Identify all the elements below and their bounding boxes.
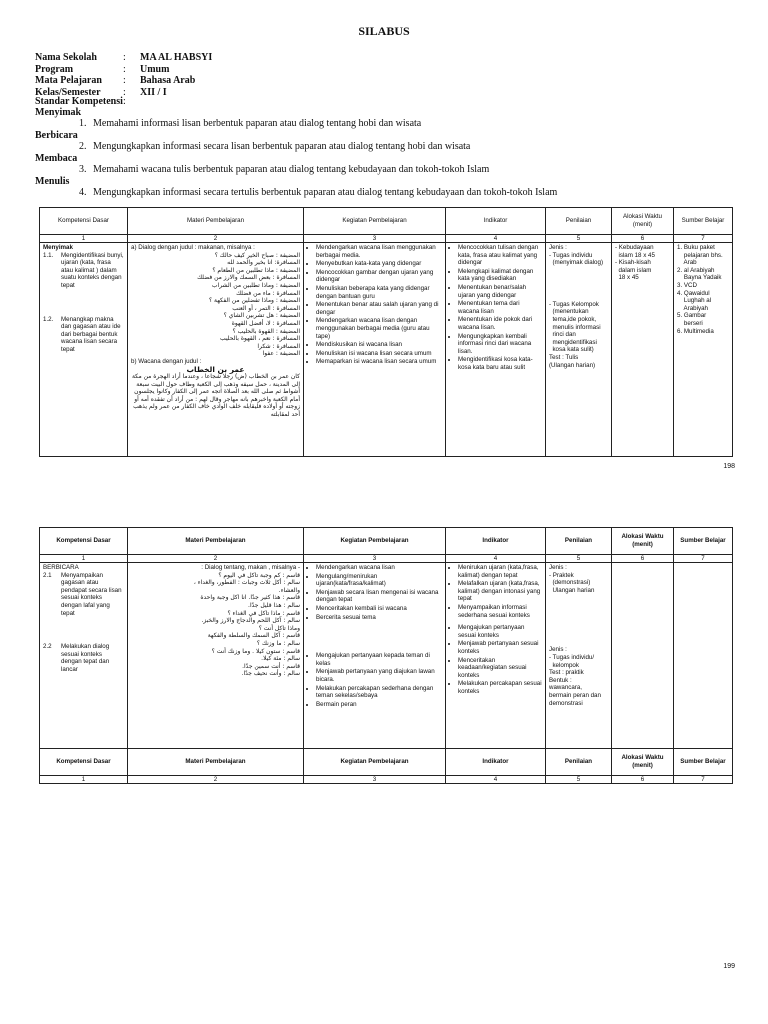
- kegiatan-item: • Bermain peran: [316, 701, 442, 709]
- kegiatan-item: • Menjawab pertanyaan yang diajukan lawan bicara.: [316, 668, 442, 683]
- column-header: Materi Pembelajaran: [128, 528, 304, 555]
- dialog-line: قاسم : ماذا تاكل في الغداء ؟: [227, 609, 300, 617]
- materi-dialog: [131, 572, 300, 678]
- column-header: Penilaian: [546, 208, 612, 235]
- kd-item: 2.1 Menyampaikan gagasan atau pendapat secara lisan sesuai konteks dengan lafal yang tepat: [43, 571, 122, 617]
- kegiatan-item: • Menuliskan isi wacana lisan secara umum: [316, 350, 442, 358]
- dialog-line: سالم : ما وزنك ؟: [256, 639, 300, 647]
- indikator-item: • Mengungkapkan kembali informasi rinci dari wacana lisan.: [458, 333, 542, 356]
- kegiatan-item: • Mendengarkan wacana lisan menggunakan berbagai media.: [316, 244, 442, 259]
- indikator-item: • Menentukan ide pokok dari wacana lisan.: [458, 316, 542, 331]
- skill-label-membaca: Membaca: [35, 153, 78, 164]
- column-header: Sumber Belajar: [674, 208, 733, 235]
- sumber-line: Arab: [677, 259, 697, 267]
- indikator-item: • Menentukan tema dari wacana lisan: [458, 300, 542, 315]
- dialog-line: قاسم : ستون كيلا . وما وزنك أنت ؟: [211, 647, 300, 655]
- sumber-line: pelajaran bhs.: [677, 251, 723, 259]
- indikator-item: • Melengkapi kalimat dengan kata yang disediakan: [458, 268, 542, 283]
- kegiatan-item: • Menceritakan kembali isi wacana: [316, 605, 442, 613]
- indikator-item: • Mengidentifikasi kosa kata-kosa kata baru atau sulit: [458, 356, 542, 371]
- column-header: Materi Pembelajaran: [128, 208, 304, 235]
- sumber-line: 4. Qawaidul: [677, 289, 710, 297]
- standard-item-3: 3. Memahami wacana tulis berbentuk paparan atau dialog tentang kebudayaan dan tokoh-tokoh Islam: [79, 164, 490, 175]
- sumber-line: 2. al Arabiyah: [677, 266, 715, 274]
- column-number: 4: [446, 776, 546, 784]
- column-number: 4: [446, 555, 546, 563]
- column-header: Kompetensi Dasar: [40, 528, 128, 555]
- dialog-line: المسافرة : شكرا: [257, 342, 300, 350]
- standard-item-4: 4. Mengungkapkan informasi secara tertulis berbentuk paparan atau dialog tentang kebudayaan dan tokoh-tokoh Islam: [79, 187, 558, 198]
- column-number: 6: [612, 555, 674, 563]
- sumber-line: berseri: [677, 319, 703, 327]
- table-header-row-repeat: [40, 749, 733, 776]
- header-row-standar: Standar Kompetensi :: [35, 96, 126, 107]
- indikator-list: [449, 624, 542, 695]
- indikator-cell: [446, 563, 546, 749]
- column-header: Kegiatan Pembelajaran: [304, 528, 446, 555]
- column-number: 5: [546, 555, 612, 563]
- table-content-row: [40, 563, 733, 749]
- column-number: 5: [546, 776, 612, 784]
- materi-a-dialog: [131, 252, 300, 358]
- sumber-cell: [674, 243, 733, 457]
- column-header: Kompetensi Dasar: [40, 208, 128, 235]
- dialog-line: قاسم : هذا كثير جدًا. انا اكل وجبة واحدة: [200, 594, 300, 602]
- kegiatan-cell: [304, 243, 446, 457]
- materi-b-heading: عمر بن الخطاب: [186, 364, 245, 374]
- materi-title: - Dialog tentang, makan , misalnya :: [201, 564, 300, 571]
- dialog-line: قاسم : أنت سمين جدًا.: [242, 662, 300, 670]
- indikator-item: • Melafalkan ujaran (kata,frasa, kalimat) dengan intonasi yang tepat: [458, 580, 542, 603]
- dialog-line: والعشاء.: [278, 586, 300, 594]
- kegiatan-item: • Mendengarkan wacana lisan: [316, 564, 442, 572]
- dialog-line: المضيفة : عفوا: [262, 350, 300, 358]
- indikator-item: • Menirukan ujaran (kata,frasa, kalimat) dengan tepat: [458, 564, 542, 579]
- dialog-line: المضيفة : صباح الخير كيف حالك ؟: [214, 251, 300, 259]
- column-header: Indikator: [446, 749, 546, 776]
- dialog-line: المسافرة : لا، أفضل القهوة: [231, 319, 300, 327]
- kegiatan-item: • Menuliskan beberapa kata yang didengar dengan bantuan guru: [316, 285, 442, 300]
- dialog-line: سالم : أكل ثلاث وجبات : الفطور، والغداء ،: [193, 579, 300, 587]
- dialog-line: وماذا تاكل أنت ؟: [258, 624, 300, 632]
- kegiatan-item: • Mendengarkan wacana lisan dengan menggunakan berbagai media (guru atau tape): [316, 317, 442, 340]
- syllabus-table-page1: [39, 207, 733, 457]
- column-number-row-repeat: [40, 776, 733, 784]
- column-number: 3: [304, 776, 446, 784]
- column-header: Kompetensi Dasar: [40, 749, 128, 776]
- page-number: 199: [723, 963, 735, 970]
- column-number: 6: [612, 776, 674, 784]
- penilaian-text-2: - Tugas Kelompok (menentukan tema,ide pokok, menulis informasi rinci dan mengidentifikasi kosa kata sulit) Test : Tulis (Ulangan harian): [549, 300, 601, 369]
- standard-item-1: 1. Memahami informasi lisan berbentuk paparan atau dialog tentang hobi dan wisata: [79, 118, 422, 129]
- indikator-item: • Melakukan percakapan sesuai konteks: [458, 680, 542, 695]
- standar-kompetensi: [35, 96, 735, 199]
- dialog-line: المضيفة : وماذا تفضلين من الفكهة ؟: [208, 297, 300, 305]
- dialog-line: المسافرة : التمر ، أو العنب: [232, 304, 300, 312]
- header-row-subject: Mata Pelajaran : Bahasa Arab: [35, 75, 196, 86]
- indikator-item: • Menjawab pertanyaan sesuai konteks: [458, 640, 542, 655]
- dialog-line: المسافرة : ماء من فضلك: [236, 289, 300, 297]
- indikator-list: [449, 244, 542, 372]
- penilaian-cell: [546, 563, 612, 749]
- materi-a-title: a) Dialog dengan judul : makanan, misalnya :: [131, 244, 255, 251]
- table-header-row: [40, 208, 733, 235]
- kd-heading: BERBICARA: [43, 564, 79, 571]
- dialog-line: سالم : مئة كيلا.: [261, 655, 300, 663]
- header-row-program: Program : Umum: [35, 63, 170, 75]
- sumber-line: 3. VCD: [677, 281, 697, 289]
- sumber-line: 1. Buku paket: [677, 244, 715, 251]
- dialog-line: المضيفة : وماذا تطلبين من الشراب: [211, 281, 300, 289]
- column-number: 2: [128, 776, 304, 784]
- kompetensi-dasar-cell: [40, 243, 128, 457]
- column-number: 2: [128, 235, 304, 243]
- column-number: 2: [128, 555, 304, 563]
- dialog-line: سالم : آكل اللحم والدجاج والارز والخبز.: [201, 617, 300, 625]
- column-header: Materi Pembelajaran: [128, 749, 304, 776]
- skill-label-berbicara: Berbicara: [35, 130, 78, 141]
- column-header: Alokasi Waktu (menit): [612, 528, 674, 555]
- kegiatan-list: [307, 564, 442, 621]
- alokasi-text: - Kebudayaan islam 18 x 45 - Kisah-kisah dalam islam 18 x 45: [615, 244, 655, 282]
- alokasi-cell: [612, 563, 674, 749]
- materi-cell: [128, 243, 304, 457]
- indikator-item: • Menceritakan keadaan/kegiatan sesuai konteks: [458, 657, 542, 680]
- sumber-line: 5. Gambar: [677, 312, 707, 320]
- kegiatan-item: • Melakukan percakapan sederhana dengan teman sekelas/sebaya: [316, 685, 442, 700]
- skill-label-menulis: Menulis: [35, 176, 70, 187]
- sumber-line: 6. Multimedia: [677, 327, 714, 335]
- indikator-cell: [446, 243, 546, 457]
- penilaian-cell: [546, 243, 612, 457]
- column-header: Penilaian: [546, 528, 612, 555]
- syllabus-table-page2: [39, 527, 733, 784]
- column-number: 3: [304, 555, 446, 563]
- dialog-line: المسافرة : بعض السمك والارز من فضلك: [197, 274, 300, 282]
- indikator-item: • Mencocokkan tulisan dengan kata, frasa atau kalimat yang didengar: [458, 244, 542, 267]
- kegiatan-item: • Bercerita sesuai tema: [316, 614, 442, 622]
- indikator-item: • Menentukan benar/salah ujaran yang didengar: [458, 284, 542, 299]
- column-number-row: [40, 235, 733, 243]
- kd-item: 1.2. Menangkap makna dan gagasan atau ide dari berbagai bentuk wacana lisan secara tepat: [43, 315, 121, 353]
- column-number: 6: [612, 235, 674, 243]
- dialog-line: سالم : هذا قليل جدًا.: [248, 601, 300, 609]
- column-number: 1: [40, 555, 128, 563]
- column-header: Alokasi Waktu (menit): [612, 749, 674, 776]
- kegiatan-item: • Menjawab secara lisan mengenai isi wacana dengan tepat: [316, 589, 442, 604]
- dialog-line: المضيفة : ماذا تطلبين من الطعام ؟: [212, 266, 300, 274]
- column-header: Sumber Belajar: [674, 749, 733, 776]
- column-number: 1: [40, 235, 128, 243]
- kegiatan-item: • Mendiskusikan isi wacana lisan: [316, 341, 442, 349]
- kegiatan-item: • Mencocokkan gambar dengan ujaran yang didengar: [316, 269, 442, 284]
- kegiatan-item: • Mengajukan pertanyaan kepada teman di kelas: [316, 652, 442, 667]
- column-number: 7: [674, 555, 733, 563]
- header-row-class: Kelas/Semester : XII / I: [35, 86, 167, 98]
- table-content-row: [40, 243, 733, 457]
- sumber-cell: [674, 563, 733, 749]
- column-number: 4: [446, 235, 546, 243]
- dialog-line: المضيفة : القهوة بالحليب ؟: [232, 327, 300, 335]
- column-header: Indikator: [446, 208, 546, 235]
- indikator-item: • Mengajukan pertanyaan sesuai konteks: [458, 624, 542, 639]
- dialog-line: المضيفة : هل تشربين الشاي ؟: [223, 312, 300, 320]
- column-header: Kegiatan Pembelajaran: [304, 208, 446, 235]
- page-number: 198: [723, 463, 735, 470]
- kd-item: 2.2 Melakukan dialog sesuai konteks dengan tepat dan lancar: [43, 643, 110, 673]
- dialog-line: قاسم : آكل السمك والسلطة والفكهة: [207, 632, 300, 640]
- column-number: 3: [304, 235, 446, 243]
- table-header-row: [40, 528, 733, 555]
- column-number: 7: [674, 776, 733, 784]
- kegiatan-item: • Menyebutkan kata-kata yang didengar: [316, 260, 442, 268]
- kegiatan-item: • Memaparkan isi wacana lisan secara umum: [316, 358, 442, 366]
- indikator-item: • Menyampaikan informasi sederhana sesuai konteks: [458, 604, 542, 619]
- standard-item-2: 2. Mengungkapkan informasi secara lisan berbentuk paparan atau dialog tentang hobi dan wisata: [79, 141, 471, 152]
- dialog-line: سالم : وأنت نحيف جدًا.: [241, 670, 300, 678]
- kegiatan-cell: [304, 563, 446, 749]
- penilaian-text-1: Jenis : - Tugas individu (menyimak dialog): [549, 244, 604, 267]
- sumber-line: Arabiyah: [677, 304, 708, 312]
- skill-label-menyimak: Menyimak: [35, 107, 82, 118]
- kompetensi-dasar-cell: [40, 563, 128, 749]
- header-row-school: Nama Sekolah : MA AL HABSYI: [35, 52, 213, 63]
- dialog-line: المسافرة: انا بخير والحمد لله: [227, 259, 300, 267]
- kd-heading: Menyimak: [43, 244, 73, 251]
- kd-item: 1.1. Mengidentifikasi bunyi, ujaran (kata, frasa atau kalimat ) dalam suatu konteks dengan tepat: [43, 251, 124, 289]
- kegiatan-item: • Menentukan benar atau salah ujaran yang di dengar: [316, 301, 442, 316]
- materi-b-text: كان عمر بن الخطاب (ض) رجلا شجاعا ، وعندما أراد الهجرة من مكة إلى المدينة ، حمل سيفه وذهب إلى الكعبة وطاف حول البيت سبعة أشواط ثم صلى الله بعد الصلاة اتجه عمر إلى الكفار وكانوا يجلسون أمام الكعبة واخبرهم بانه مهاجر وقال لهم : من أراد أن تفقده أمه أو زوجته أو أولاده فليقابله خلف الوادي خاف الكفار من عمر ولم يذهب أحد لمقابلته: [131, 373, 300, 419]
- alokasi-cell: [612, 243, 674, 457]
- penilaian-text-2: Jenis : - Tugas individu/ kelompok Test : praktik Bentuk : wawancara, bermain peran dan demonstrasi: [549, 646, 601, 707]
- materi-cell: [128, 563, 304, 749]
- column-number: 5: [546, 235, 612, 243]
- indikator-list: [449, 564, 542, 619]
- sumber-list: [677, 244, 729, 335]
- dialog-line: المسافرة : نعم ، القهوة بالحليب: [220, 335, 300, 343]
- kegiatan-item: • Mengulang/menirukan ujaran(kata/frasa/kalimat): [316, 573, 442, 588]
- materi-b-title: b) Wacana dengan judul :: [131, 357, 202, 365]
- column-number-row: [40, 555, 733, 563]
- penilaian-text-1: Jenis : - Praktek (demonstrasi) Ulangan harian: [549, 564, 595, 594]
- dialog-line: قاسم : كم وجبة تاكل في اليوم ؟: [218, 571, 300, 579]
- header-info: [35, 52, 212, 98]
- column-header: Alokasi Waktu (menit): [612, 208, 674, 235]
- kegiatan-list: [307, 244, 442, 366]
- column-header: Sumber Belajar: [674, 528, 733, 555]
- column-number: 1: [40, 776, 128, 784]
- document-title: SILABUS: [358, 24, 410, 38]
- column-header: Penilaian: [546, 749, 612, 776]
- kegiatan-list: [307, 652, 442, 708]
- column-header: Indikator: [446, 528, 546, 555]
- sumber-line: Bayna Yadaik: [677, 274, 722, 282]
- column-number: 7: [674, 235, 733, 243]
- column-header: Kegiatan Pembelajaran: [304, 749, 446, 776]
- sumber-line: Lughah al: [677, 297, 712, 305]
